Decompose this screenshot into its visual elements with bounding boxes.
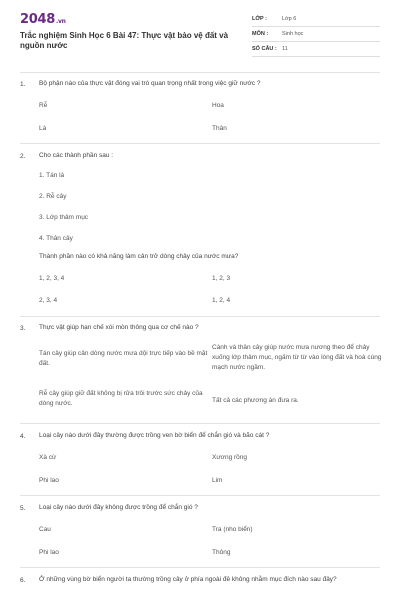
question-text: Cho các thành phần sau : xyxy=(39,152,114,159)
page-title: Trắc nghiệm Sinh Học 6 Bài 47: Thực vật bảo vệ đất và nguồn nước xyxy=(20,31,229,50)
answer-option[interactable]: Rễ cây giúp giữ đất không bị rửa trôi trước sức chảy của dòng nước. xyxy=(39,390,203,407)
answer-option[interactable]: Phi lao xyxy=(39,477,59,484)
list-item: 2. Rễ cây xyxy=(39,193,67,200)
question-number: 4. xyxy=(20,433,26,440)
answer-option[interactable]: Lim xyxy=(212,477,223,484)
question-number: 5. xyxy=(20,505,26,512)
answer-option[interactable]: Tất cả các phương án đưa ra. xyxy=(212,397,299,404)
answer-option[interactable]: Hoa xyxy=(212,102,224,109)
answer-option[interactable]: 1, 2, 3 xyxy=(212,275,231,282)
answer-option[interactable]: Tra (nho biển) xyxy=(212,526,253,533)
divider xyxy=(20,567,380,568)
meta-row-grade xyxy=(252,12,380,27)
meta-key: LỚP : xyxy=(252,16,267,22)
meta-value: 11 xyxy=(282,46,288,52)
logo-suffix: .vn xyxy=(55,18,66,25)
answer-option[interactable]: Tán cây giúp cản dòng nước mưa dội trực tiếp vào bề mặt đất. xyxy=(39,350,208,367)
question-number: 3. xyxy=(20,325,26,332)
answer-option[interactable]: Thông xyxy=(212,549,231,556)
answer-option[interactable]: 2, 3, 4 xyxy=(39,297,58,304)
answer-option[interactable]: Cành và thân cây giúp nước mưa nương theo để chảy xuống lớp thảm mục, ngấm từ từ vào lòng đất và hoà cùng mạch nước ngầm. xyxy=(212,344,382,371)
divider xyxy=(20,316,380,317)
page-header xyxy=(0,0,400,58)
question-number: 2. xyxy=(20,153,26,160)
divider xyxy=(20,72,380,73)
divider xyxy=(20,495,380,496)
answer-option[interactable]: 1, 2, 3, 4 xyxy=(39,275,65,282)
site-logo[interactable] xyxy=(20,12,66,27)
divider xyxy=(20,143,380,144)
question-text: Bộ phận nào của thực vật đóng vai trò quan trọng nhất trong việc giữ nước ? xyxy=(39,80,261,87)
answer-option[interactable]: Rễ xyxy=(39,102,48,109)
list-item: 3. Lớp thảm mục xyxy=(39,214,89,221)
meta-key: SỐ CÂU : xyxy=(252,46,277,52)
question-subtext: Thành phần nào có khả năng làm cản trở dòng chảy của nước mưa? xyxy=(39,253,239,260)
question-text: Loại cây nào dưới đây không được trồng để chắn gió ? xyxy=(39,504,198,511)
logo-text: 2048 xyxy=(20,12,55,27)
answer-option[interactable]: Cau xyxy=(39,526,51,533)
list-item: 4. Thân cây xyxy=(39,235,73,242)
meta-table xyxy=(252,12,380,57)
divider xyxy=(20,423,380,424)
list-item: 1. Tán lá xyxy=(39,172,65,179)
answer-option[interactable]: Xương rồng xyxy=(212,454,247,461)
meta-row-count xyxy=(252,42,380,57)
answer-option[interactable]: Thân xyxy=(212,125,227,132)
answer-option[interactable]: Lá xyxy=(39,125,47,132)
question-text: Thực vật giúp hạn chế xói mòn thông qua cơ chế nào ? xyxy=(39,324,199,331)
answer-option[interactable]: 1, 2, 4 xyxy=(212,297,231,304)
meta-row-subject xyxy=(252,27,380,42)
question-number: 1. xyxy=(20,81,26,88)
meta-value: Lớp 6 xyxy=(282,16,297,22)
meta-key: MÔN : xyxy=(252,31,269,37)
question-number: 6. xyxy=(20,577,26,584)
question-text: Loại cây nào dưới đây thường được trồng ven bờ biển để chắn gió và bão cát ? xyxy=(39,432,270,439)
question-text: Ở những vùng bờ biển người ta thường trồng cây ở phía ngoài đê không nhằm mục đích nào sau đây? xyxy=(39,576,337,583)
meta-value: Sinh học xyxy=(282,31,304,37)
answer-option[interactable]: Phi lao xyxy=(39,549,59,556)
answer-option[interactable]: Xà cừ xyxy=(39,454,57,461)
